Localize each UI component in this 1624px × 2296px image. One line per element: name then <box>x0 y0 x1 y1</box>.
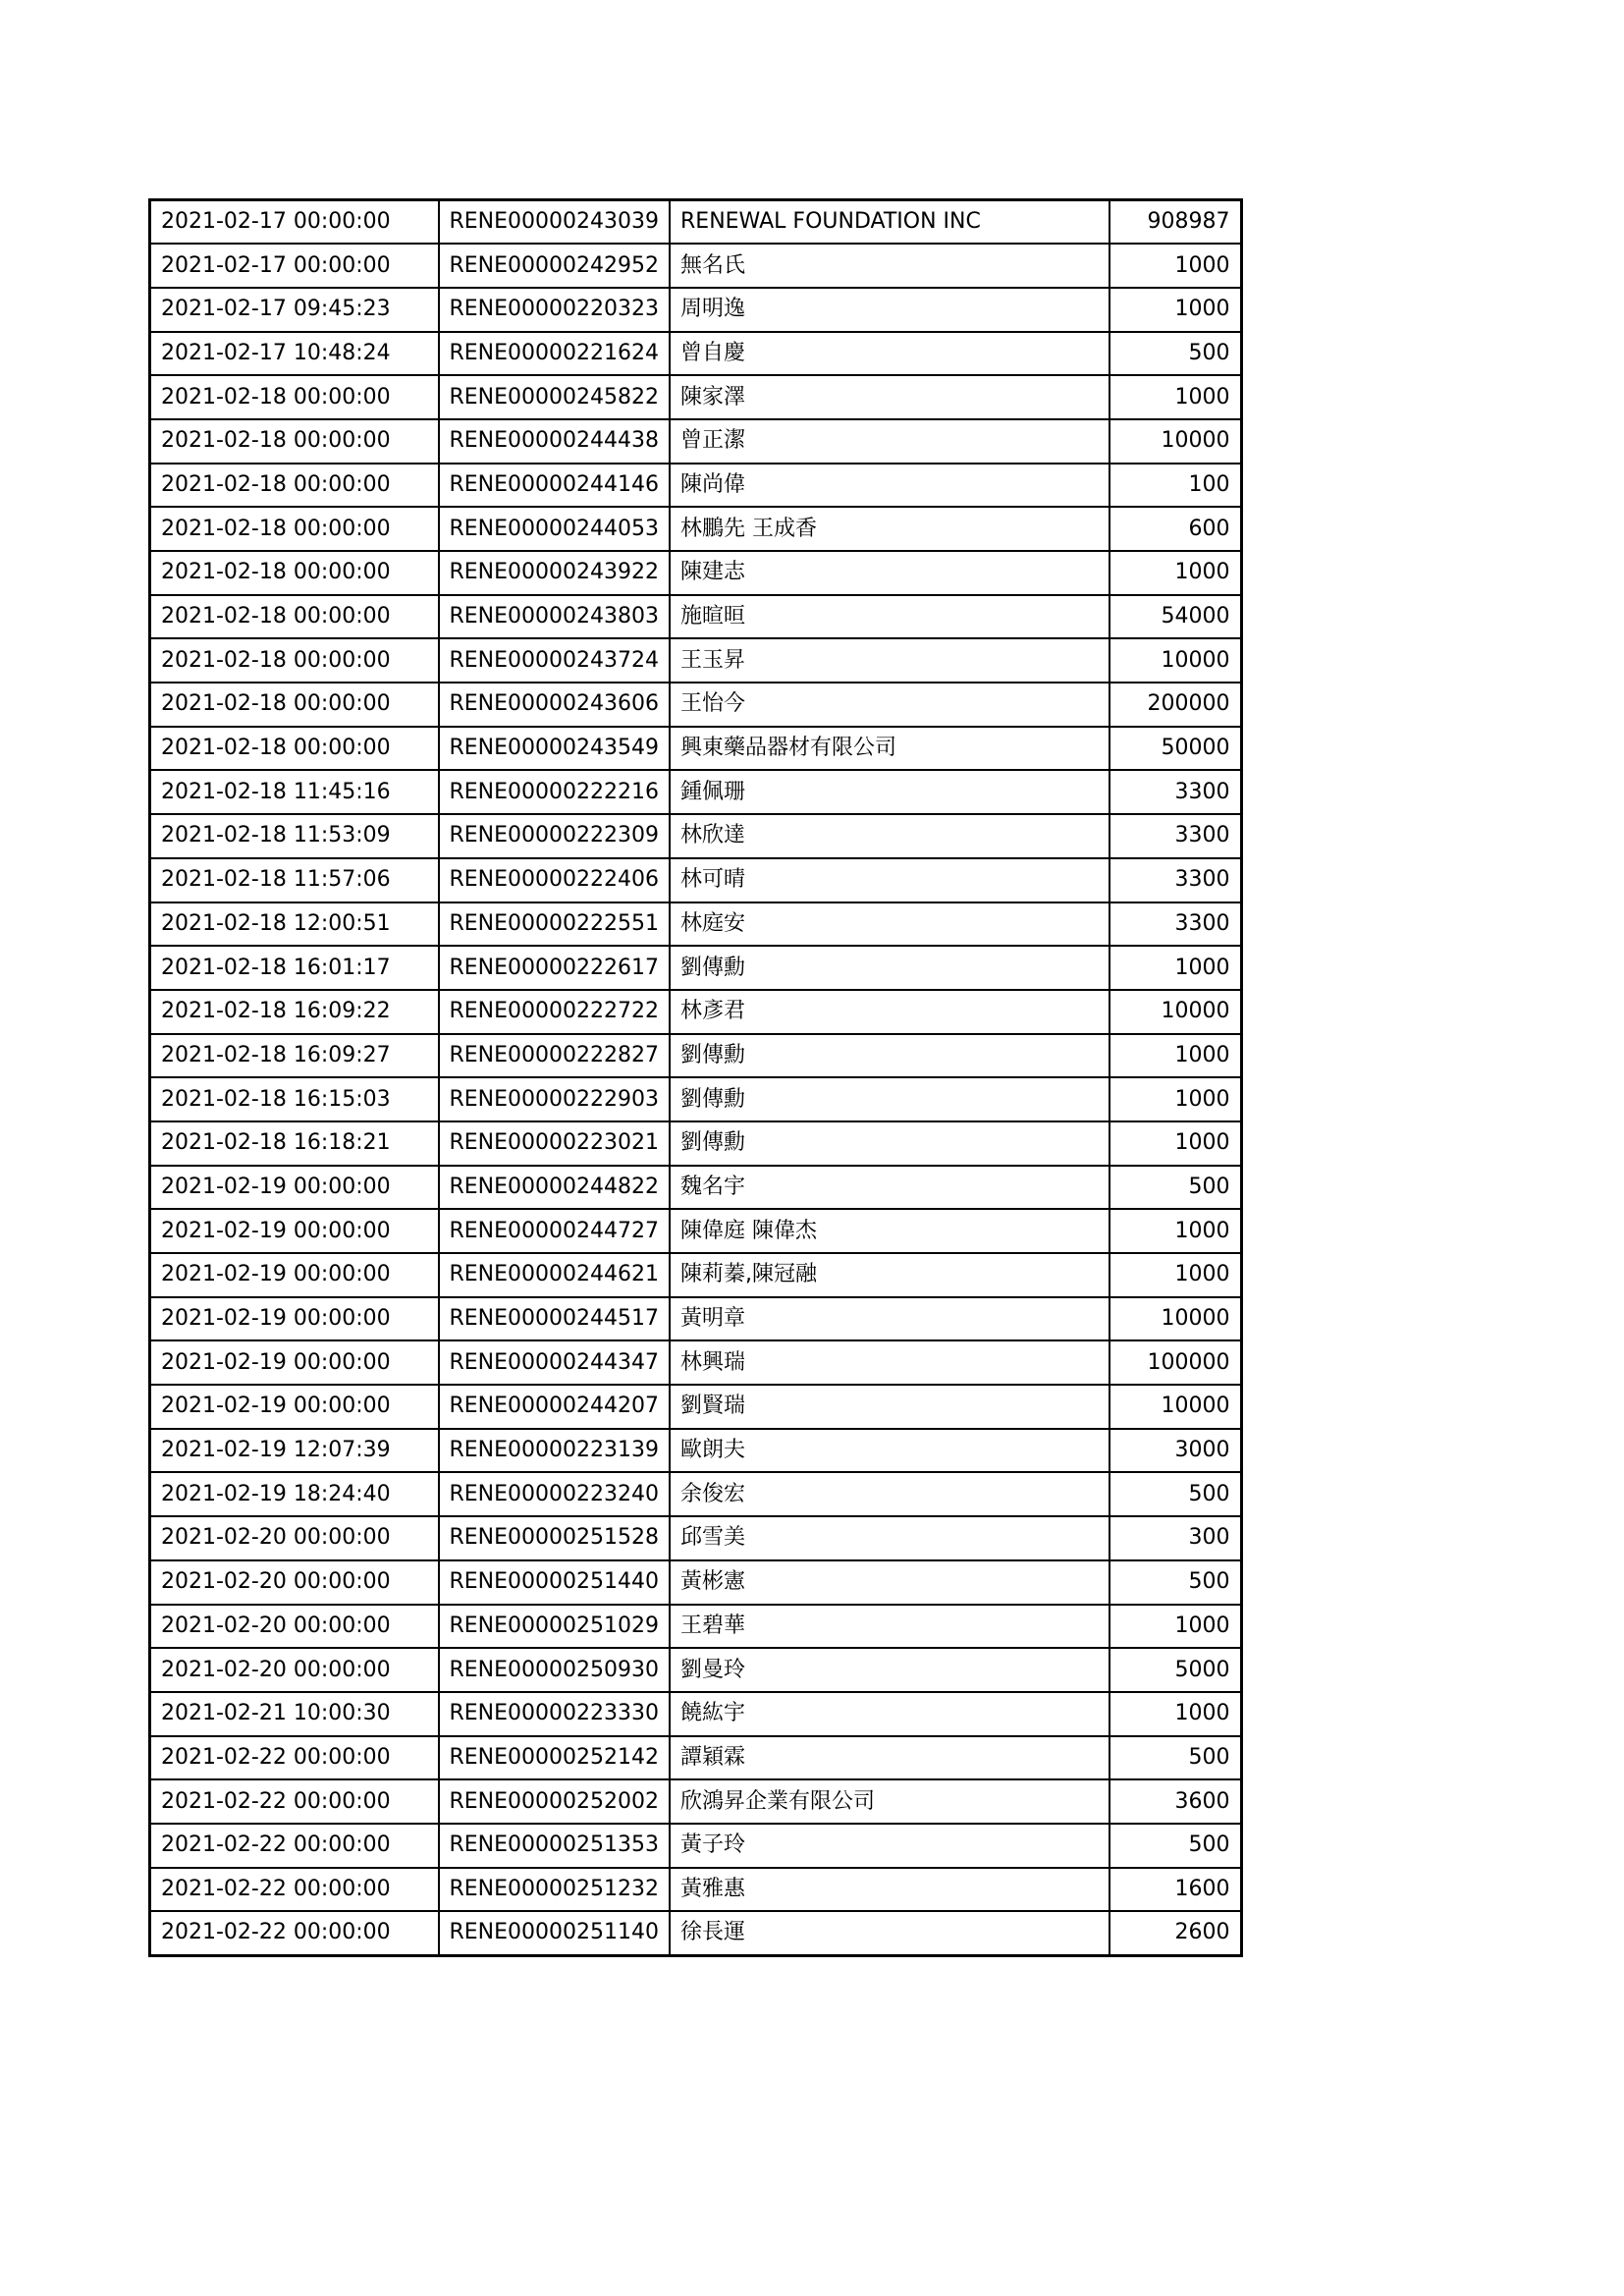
donation-date-cell: 2021-02-18 11:45:16 <box>150 770 439 814</box>
receipt-id-cell: RENE00000243606 <box>439 683 671 727</box>
receipt-id-cell: RENE00000251029 <box>439 1605 671 1649</box>
donor-name-cell: 劉曼玲 <box>670 1648 1110 1692</box>
table-row <box>150 946 1242 990</box>
donor-name-cell: 饒紘宇 <box>670 1692 1110 1736</box>
donor-name-cell: 林鵬先 王成香 <box>670 507 1110 551</box>
donor-name-cell: 陳莉蓁,陳冠融 <box>670 1253 1110 1297</box>
donor-name-cell: 興東藥品器材有限公司 <box>670 727 1110 771</box>
table-row <box>150 770 1242 814</box>
table-row <box>150 1648 1242 1692</box>
table-row <box>150 1429 1242 1473</box>
table-row <box>150 1297 1242 1341</box>
donation-date-cell: 2021-02-18 00:00:00 <box>150 507 439 551</box>
donation-date-cell: 2021-02-18 00:00:00 <box>150 595 439 639</box>
amount-cell: 1000 <box>1110 1077 1241 1121</box>
donation-date-cell: 2021-02-22 00:00:00 <box>150 1824 439 1868</box>
receipt-id-cell: RENE00000223021 <box>439 1121 671 1166</box>
amount-cell: 10000 <box>1110 1297 1241 1341</box>
amount-cell: 100 <box>1110 464 1241 508</box>
amount-cell: 2600 <box>1110 1911 1241 1955</box>
donor-name-cell: 王玉昇 <box>670 638 1110 683</box>
donation-date-cell: 2021-02-17 00:00:00 <box>150 200 439 245</box>
receipt-id-cell: RENE00000245822 <box>439 375 671 419</box>
amount-cell: 500 <box>1110 1472 1241 1516</box>
table-row <box>150 1911 1242 1955</box>
donation-date-cell: 2021-02-22 00:00:00 <box>150 1736 439 1780</box>
donation-date-cell: 2021-02-18 00:00:00 <box>150 727 439 771</box>
table-row <box>150 332 1242 376</box>
amount-cell: 10000 <box>1110 990 1241 1034</box>
donation-date-cell: 2021-02-18 00:00:00 <box>150 683 439 727</box>
receipt-id-cell: RENE00000251353 <box>439 1824 671 1868</box>
table-row <box>150 990 1242 1034</box>
donor-name-cell: 陳建志 <box>670 551 1110 595</box>
table-row <box>150 1779 1242 1824</box>
donation-date-cell: 2021-02-18 16:01:17 <box>150 946 439 990</box>
receipt-id-cell: RENE00000242952 <box>439 244 671 288</box>
table-row <box>150 419 1242 464</box>
donation-date-cell: 2021-02-22 00:00:00 <box>150 1911 439 1955</box>
amount-cell: 10000 <box>1110 419 1241 464</box>
receipt-id-cell: RENE00000223139 <box>439 1429 671 1473</box>
donation-date-cell: 2021-02-19 00:00:00 <box>150 1297 439 1341</box>
amount-cell: 1000 <box>1110 551 1241 595</box>
amount-cell: 1000 <box>1110 288 1241 332</box>
donation-date-cell: 2021-02-18 16:09:22 <box>150 990 439 1034</box>
table-row <box>150 1385 1242 1429</box>
table-row <box>150 507 1242 551</box>
donation-date-cell: 2021-02-18 16:15:03 <box>150 1077 439 1121</box>
donor-name-cell: 陳偉庭 陳偉杰 <box>670 1209 1110 1253</box>
receipt-id-cell: RENE00000243549 <box>439 727 671 771</box>
donation-date-cell: 2021-02-19 12:07:39 <box>150 1429 439 1473</box>
table-row <box>150 1340 1242 1385</box>
amount-cell: 1000 <box>1110 1209 1241 1253</box>
amount-cell: 500 <box>1110 1560 1241 1605</box>
table-row <box>150 1034 1242 1078</box>
table-row <box>150 288 1242 332</box>
donation-table <box>148 198 1243 1957</box>
donation-date-cell: 2021-02-19 00:00:00 <box>150 1340 439 1385</box>
table-row <box>150 1077 1242 1121</box>
amount-cell: 500 <box>1110 332 1241 376</box>
amount-cell: 3300 <box>1110 814 1241 858</box>
donor-name-cell: 無名氏 <box>670 244 1110 288</box>
receipt-id-cell: RENE00000251528 <box>439 1516 671 1560</box>
table-row <box>150 551 1242 595</box>
table-row <box>150 1692 1242 1736</box>
donation-date-cell: 2021-02-17 00:00:00 <box>150 244 439 288</box>
receipt-id-cell: RENE00000222722 <box>439 990 671 1034</box>
donation-date-cell: 2021-02-17 09:45:23 <box>150 288 439 332</box>
donor-name-cell: 黃明章 <box>670 1297 1110 1341</box>
donation-date-cell: 2021-02-17 10:48:24 <box>150 332 439 376</box>
receipt-id-cell: RENE00000222903 <box>439 1077 671 1121</box>
donor-name-cell: 劉傳勳 <box>670 1034 1110 1078</box>
amount-cell: 200000 <box>1110 683 1241 727</box>
table-row <box>150 1121 1242 1166</box>
receipt-id-cell: RENE00000243039 <box>439 200 671 245</box>
receipt-id-cell: RENE00000243724 <box>439 638 671 683</box>
table-row <box>150 375 1242 419</box>
amount-cell: 1000 <box>1110 1692 1241 1736</box>
donor-name-cell: 陳尚偉 <box>670 464 1110 508</box>
amount-cell: 10000 <box>1110 638 1241 683</box>
donor-name-cell: 魏名宇 <box>670 1166 1110 1210</box>
donation-table-body <box>150 200 1242 1956</box>
donor-name-cell: 曾自慶 <box>670 332 1110 376</box>
amount-cell: 600 <box>1110 507 1241 551</box>
donation-date-cell: 2021-02-19 00:00:00 <box>150 1253 439 1297</box>
table-row <box>150 595 1242 639</box>
amount-cell: 1000 <box>1110 946 1241 990</box>
amount-cell: 3300 <box>1110 770 1241 814</box>
donor-name-cell: 周明逸 <box>670 288 1110 332</box>
receipt-id-cell: RENE00000244438 <box>439 419 671 464</box>
donor-name-cell: 黃雅惠 <box>670 1868 1110 1912</box>
amount-cell: 50000 <box>1110 727 1241 771</box>
amount-cell: 1000 <box>1110 1034 1241 1078</box>
amount-cell: 1000 <box>1110 1253 1241 1297</box>
receipt-id-cell: RENE00000222617 <box>439 946 671 990</box>
amount-cell: 100000 <box>1110 1340 1241 1385</box>
donation-date-cell: 2021-02-18 11:57:06 <box>150 858 439 902</box>
receipt-id-cell: RENE00000243803 <box>439 595 671 639</box>
receipt-id-cell: RENE00000220323 <box>439 288 671 332</box>
donor-name-cell: 余俊宏 <box>670 1472 1110 1516</box>
donor-name-cell: 林興瑞 <box>670 1340 1110 1385</box>
receipt-id-cell: RENE00000244727 <box>439 1209 671 1253</box>
amount-cell: 3000 <box>1110 1429 1241 1473</box>
donation-date-cell: 2021-02-18 00:00:00 <box>150 375 439 419</box>
donor-name-cell: 徐長運 <box>670 1911 1110 1955</box>
donation-date-cell: 2021-02-22 00:00:00 <box>150 1779 439 1824</box>
receipt-id-cell: RENE00000244822 <box>439 1166 671 1210</box>
receipt-id-cell: RENE00000251140 <box>439 1911 671 1955</box>
receipt-id-cell: RENE00000252142 <box>439 1736 671 1780</box>
table-row <box>150 1736 1242 1780</box>
amount-cell: 500 <box>1110 1824 1241 1868</box>
donor-name-cell: 劉傳勳 <box>670 1121 1110 1166</box>
donation-date-cell: 2021-02-18 00:00:00 <box>150 638 439 683</box>
donation-date-cell: 2021-02-22 00:00:00 <box>150 1868 439 1912</box>
receipt-id-cell: RENE00000223240 <box>439 1472 671 1516</box>
table-row <box>150 1605 1242 1649</box>
table-row <box>150 1868 1242 1912</box>
table-row <box>150 1824 1242 1868</box>
table-row <box>150 858 1242 902</box>
donor-name-cell: 王怡今 <box>670 683 1110 727</box>
table-row <box>150 1472 1242 1516</box>
table-row <box>150 1166 1242 1210</box>
donation-date-cell: 2021-02-18 00:00:00 <box>150 464 439 508</box>
table-row <box>150 464 1242 508</box>
receipt-id-cell: RENE00000251232 <box>439 1868 671 1912</box>
donation-date-cell: 2021-02-18 11:53:09 <box>150 814 439 858</box>
donor-name-cell: 黃子玲 <box>670 1824 1110 1868</box>
donor-name-cell: 林庭安 <box>670 902 1110 947</box>
amount-cell: 1000 <box>1110 1605 1241 1649</box>
donor-name-cell: 譚穎霖 <box>670 1736 1110 1780</box>
receipt-id-cell: RENE00000222551 <box>439 902 671 947</box>
donor-name-cell: 欣鴻昇企業有限公司 <box>670 1779 1110 1824</box>
receipt-id-cell: RENE00000250930 <box>439 1648 671 1692</box>
amount-cell: 500 <box>1110 1736 1241 1780</box>
table-row <box>150 244 1242 288</box>
receipt-id-cell: RENE00000244621 <box>439 1253 671 1297</box>
table-row <box>150 727 1242 771</box>
receipt-id-cell: RENE00000244347 <box>439 1340 671 1385</box>
donor-name-cell: 施暄晅 <box>670 595 1110 639</box>
donor-name-cell: 歐朗夫 <box>670 1429 1110 1473</box>
table-row <box>150 638 1242 683</box>
table-row <box>150 1560 1242 1605</box>
amount-cell: 3600 <box>1110 1779 1241 1824</box>
amount-cell: 300 <box>1110 1516 1241 1560</box>
donation-date-cell: 2021-02-20 00:00:00 <box>150 1560 439 1605</box>
receipt-id-cell: RENE00000252002 <box>439 1779 671 1824</box>
donor-name-cell: 林彥君 <box>670 990 1110 1034</box>
amount-cell: 5000 <box>1110 1648 1241 1692</box>
receipt-id-cell: RENE00000244517 <box>439 1297 671 1341</box>
donor-name-cell: 劉賢瑞 <box>670 1385 1110 1429</box>
amount-cell: 908987 <box>1110 200 1241 245</box>
donor-name-cell: 鍾佩珊 <box>670 770 1110 814</box>
donor-name-cell: 曾正潔 <box>670 419 1110 464</box>
donation-date-cell: 2021-02-18 12:00:51 <box>150 902 439 947</box>
donation-date-cell: 2021-02-18 00:00:00 <box>150 419 439 464</box>
amount-cell: 3300 <box>1110 858 1241 902</box>
amount-cell: 1000 <box>1110 375 1241 419</box>
receipt-id-cell: RENE00000244207 <box>439 1385 671 1429</box>
donation-date-cell: 2021-02-19 00:00:00 <box>150 1385 439 1429</box>
amount-cell: 1000 <box>1110 244 1241 288</box>
donation-date-cell: 2021-02-19 18:24:40 <box>150 1472 439 1516</box>
receipt-id-cell: RENE00000222406 <box>439 858 671 902</box>
donor-name-cell: 陳家澤 <box>670 375 1110 419</box>
donation-date-cell: 2021-02-19 00:00:00 <box>150 1166 439 1210</box>
donor-name-cell: 黃彬憲 <box>670 1560 1110 1605</box>
receipt-id-cell: RENE00000244053 <box>439 507 671 551</box>
donation-date-cell: 2021-02-20 00:00:00 <box>150 1648 439 1692</box>
donor-name-cell: 林可晴 <box>670 858 1110 902</box>
donor-name-cell: 劉傳勳 <box>670 946 1110 990</box>
amount-cell: 54000 <box>1110 595 1241 639</box>
donor-name-cell: 林欣達 <box>670 814 1110 858</box>
donor-name-cell: 邱雪美 <box>670 1516 1110 1560</box>
amount-cell: 1000 <box>1110 1121 1241 1166</box>
table-row <box>150 902 1242 947</box>
receipt-id-cell: RENE00000222216 <box>439 770 671 814</box>
donation-date-cell: 2021-02-18 16:18:21 <box>150 1121 439 1166</box>
donor-name-cell: 王碧華 <box>670 1605 1110 1649</box>
receipt-id-cell: RENE00000221624 <box>439 332 671 376</box>
table-row <box>150 1516 1242 1560</box>
donation-date-cell: 2021-02-18 16:09:27 <box>150 1034 439 1078</box>
amount-cell: 1600 <box>1110 1868 1241 1912</box>
table-row <box>150 1209 1242 1253</box>
table-row <box>150 200 1242 245</box>
receipt-id-cell: RENE00000243922 <box>439 551 671 595</box>
amount-cell: 3300 <box>1110 902 1241 947</box>
table-row <box>150 1253 1242 1297</box>
donation-date-cell: 2021-02-20 00:00:00 <box>150 1605 439 1649</box>
receipt-id-cell: RENE00000223330 <box>439 1692 671 1736</box>
receipt-id-cell: RENE00000222309 <box>439 814 671 858</box>
donation-date-cell: 2021-02-21 10:00:30 <box>150 1692 439 1736</box>
receipt-id-cell: RENE00000251440 <box>439 1560 671 1605</box>
amount-cell: 10000 <box>1110 1385 1241 1429</box>
donor-name-cell: 劉傳勳 <box>670 1077 1110 1121</box>
donation-date-cell: 2021-02-18 00:00:00 <box>150 551 439 595</box>
donor-name-cell: RENEWAL FOUNDATION INC <box>670 200 1110 245</box>
table-row <box>150 814 1242 858</box>
amount-cell: 500 <box>1110 1166 1241 1210</box>
receipt-id-cell: RENE00000222827 <box>439 1034 671 1078</box>
receipt-id-cell: RENE00000244146 <box>439 464 671 508</box>
table-row <box>150 683 1242 727</box>
donation-date-cell: 2021-02-20 00:00:00 <box>150 1516 439 1560</box>
donation-date-cell: 2021-02-19 00:00:00 <box>150 1209 439 1253</box>
